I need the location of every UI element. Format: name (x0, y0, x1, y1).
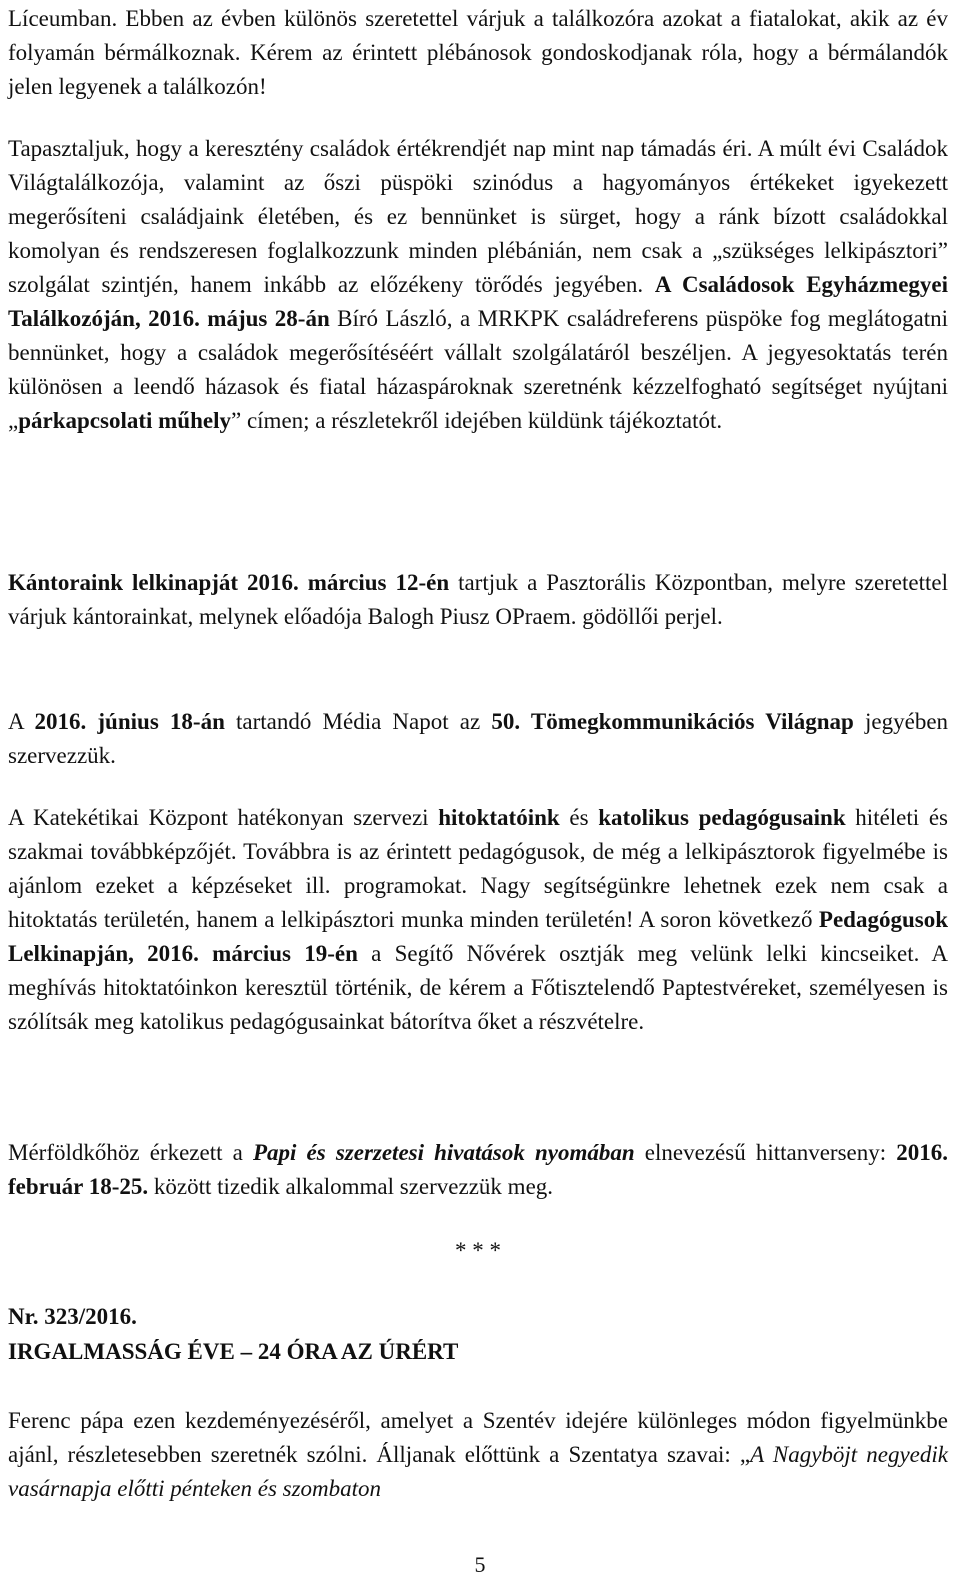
text-run: A Nagyböjt negyedik vasárnapja előtti pénteken és szombaton (8, 1442, 948, 1501)
section-heading (8, 1335, 948, 1369)
text-run: A Családosok Egyházmegyei Találkozóján, 2016. május 28-án (8, 272, 948, 331)
text-run: Nr. 323/2016. (8, 1304, 137, 1329)
text-run: IRGALMASSÁG ÉVE – 24 ÓRA AZ ÚRÉRT (8, 1339, 459, 1364)
text-run: tartjuk a Pasztorális Központban, melyre szeretettel várjuk kántorainkat, melynek előadója Balogh Piusz OPraem. gödöllői perjel. (8, 570, 948, 629)
text-run: Bíró László, a MRKPK családreferens püspöke fog meglátogatni bennünket, hogy a családok megerősítéséért vállalt szolgálatáról beszéljen. A jegyesoktatás terén különösen a leendő házasok és fiatal házaspároknak szeretnénk kézzelfogható segítséget nyújtani „ (8, 306, 948, 433)
text-run: Ferenc pápa ezen kezdeményezéséről, amelyet a Szentév idejére különleges módon figyelmünkbe ajánl, részletesebben szeretnék szólni. Álljanak előttünk a Szentatya szavai: „ (8, 1408, 948, 1467)
text-run: A (8, 709, 35, 734)
text-run: ” címen; a részletekről idejében küldünk tájékoztatót. (231, 408, 723, 433)
text-run: Pedagógusok Lelkinapján, 2016. március 19-én (8, 907, 948, 966)
text-run: katolikus pedagógusaink (598, 805, 846, 830)
text-run: Mérföldkőhöz érkezett a (8, 1140, 253, 1165)
paragraph-cantors (8, 566, 948, 634)
text-run: Papi és szerzetesi hivatások nyomában (252, 1140, 635, 1165)
text-run: párkapcsolati műhely (18, 408, 231, 433)
text-run: tartandó Média Napot az (224, 709, 492, 734)
text-run: Tapasztaljuk, hogy a keresztény családok értékrendjét nap mint nap támadás éri. A múlt évi Családok Világtalálkozója, valamint az őszi püspöki szinódus a hagyományos értékeket igyekezett megerősíteni családjaink életében, és ez bennünket is sürget, hogy a ránk bízott családokkal komolyan és rendszeresen foglalkozzunk minden plébánián, nem csak a „szükséges lelkipásztori” szolgálat szintjén, hanem inkább az előzékeny törődés jegyében. (8, 136, 948, 297)
text-run: Kántoraink lelkinapját 2016. március 12-én (8, 570, 450, 595)
text-run: jegyében szervezzük. (8, 709, 949, 768)
text-run: Líceumban. Ebben az évben különös szeretettel várjuk a találkozóra azokat a fiatalokat, akik az év folyamán bérmálkoznak. Kérem az érintett plébánosok gondoskodjanak róla, hogy a bérmálandók jelen legyenek a találkozón! (8, 6, 948, 99)
paragraph-families (8, 132, 948, 438)
section-separator (8, 1234, 948, 1268)
text-run: A Katekétikai Központ hatékonyan szervezi (8, 805, 439, 830)
page-number: 5 (474, 1552, 486, 1577)
text-run: elnevezésű hittanverseny: (634, 1140, 897, 1165)
text-run: a Segítő Nővérek osztják meg velünk lelki kincseiket. A meghívás hitoktatóinkon keresztül történik, de kérem a Főtisztelendő Paptestvéreket, személyesen is szólítsák meg katolikus pedagógusainkat bátorítva őket a részvételre. (8, 941, 948, 1034)
paragraph-milestone (8, 1136, 948, 1204)
text-run: és (559, 805, 599, 830)
document-number (8, 1300, 948, 1334)
text-run: hitéleti és szakmai továbbképzőjét. Továbbra is az érintett pedagógusok, de még a lelkipásztorok figyelmébe is ajánlom ezeket a képzéseket ill. programokat. Nagy segítségünkre lehetnek ezek nem csak a hitoktatás területén, hanem a lelkipásztori munka minden területén! A soron következő (8, 805, 949, 932)
text-run: hitoktatóink (438, 805, 560, 830)
text-run: 2016. február 18-25. (8, 1140, 948, 1199)
text-run: 2016. június 18-án (34, 709, 225, 734)
paragraph-intro (8, 2, 948, 104)
text-run: * * * (455, 1238, 501, 1263)
paragraph-francis (8, 1404, 948, 1506)
text-run: között tizedik alkalommal szervezzük meg. (148, 1174, 554, 1199)
text-run: 50. Tömegkommunikációs Világnap (491, 709, 854, 734)
paragraph-catechesis (8, 801, 948, 1039)
paragraph-media (8, 705, 948, 773)
